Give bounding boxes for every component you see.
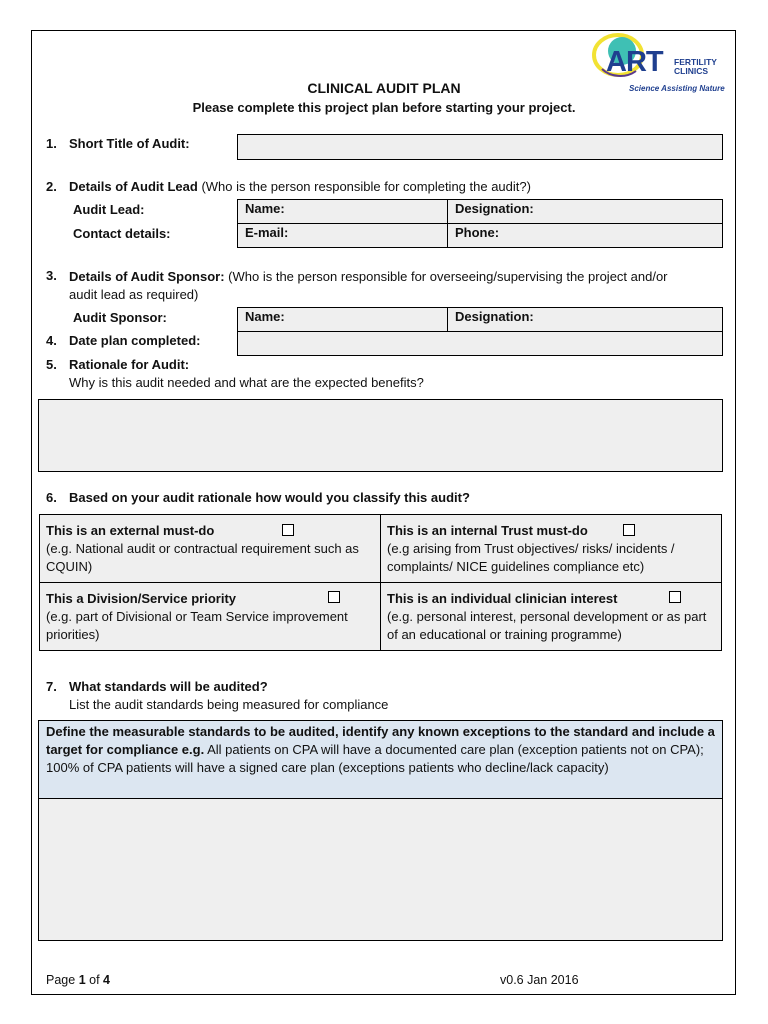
page-title: CLINICAL AUDIT PLAN xyxy=(307,80,461,96)
section-5-number: 5. xyxy=(46,357,57,372)
instruction-bold: Define the measurable standards to be audited, identify any known exceptions to the standard and include a target for compliance e.g. xyxy=(46,724,715,757)
logo-line1: FERTILITY xyxy=(674,57,717,67)
page-current: 1 xyxy=(78,973,86,987)
section-2-label: Details of Audit Lead xyxy=(69,179,198,194)
option-title: This a Division/Service priority xyxy=(46,591,237,606)
option-description: (e.g arising from Trust objectives/ risks/ incidents / complaints/ NICE guidelines compliance etc) xyxy=(387,541,675,574)
section-6-number: 6. xyxy=(46,490,57,505)
section-7-label: What standards will be audited? xyxy=(69,679,268,694)
instruction-normal: All patients on CPA will have a documented care plan (exception patients not on CPA); 100% of CPA patients will have a signed care plan (exceptions patients who decline/lack capacity) xyxy=(46,742,704,775)
option-title: This is an internal Trust must-do xyxy=(387,523,588,538)
section-1-label: Short Title of Audit: xyxy=(69,136,190,151)
audit-lead-designation-field[interactable] xyxy=(447,199,723,224)
short-title-input[interactable] xyxy=(237,134,723,160)
section-3-label: Details of Audit Sponsor: xyxy=(69,269,225,284)
name-label: Name: xyxy=(245,201,285,216)
logo-wordmark: ART xyxy=(606,46,663,78)
version-label: v0.6 Jan 2016 xyxy=(500,973,579,987)
option-division-service-priority[interactable] xyxy=(40,583,381,651)
section-4-label: Date plan completed: xyxy=(69,333,201,348)
section-6-label: Based on your audit rationale how would you classify this audit? xyxy=(69,490,470,505)
page-subtitle: Please complete this project plan before starting your project. xyxy=(192,100,576,115)
checkbox-icon[interactable] xyxy=(669,591,681,603)
phone-label: Phone: xyxy=(455,225,500,240)
option-description: (e.g. part of Divisional or Team Service improvement priorities) xyxy=(46,609,348,642)
section-3-note-line1: (Who is the person responsible for overseeing/supervising the project and/or xyxy=(228,269,668,284)
page-number xyxy=(46,973,110,987)
section-3-line1 xyxy=(69,268,729,286)
section-7-sub: List the audit standards being measured for compliance xyxy=(69,697,389,712)
date-plan-completed-input[interactable] xyxy=(237,331,723,356)
checkbox-icon[interactable] xyxy=(328,591,340,603)
section-2-number: 2. xyxy=(46,179,57,194)
option-description: (e.g. National audit or contractual requirement such as CQUIN) xyxy=(46,541,359,574)
classification-grid xyxy=(39,514,722,651)
audit-sponsor-label: Audit Sponsor: xyxy=(73,310,167,325)
checkbox-icon[interactable] xyxy=(623,524,635,536)
audit-lead-label: Audit Lead: xyxy=(73,202,145,217)
logo-line2: CLINICS xyxy=(674,66,708,76)
standards-instruction-box xyxy=(38,720,723,799)
section-5-label: Rationale for Audit: xyxy=(69,357,190,372)
sponsor-name-label: Name: xyxy=(245,309,285,324)
section-2-heading xyxy=(69,179,531,194)
option-description: (e.g. personal interest, personal development or as part of an educational or training programme) xyxy=(387,609,707,642)
section-5-question: Why is this audit needed and what are the expected benefits? xyxy=(69,375,424,390)
option-title: This is an individual clinician interest xyxy=(387,591,618,606)
section-3-number: 3. xyxy=(46,268,57,283)
audit-lead-phone-field[interactable] xyxy=(447,223,723,248)
logo-subtitle xyxy=(674,58,717,76)
sponsor-designation-field[interactable] xyxy=(447,307,723,332)
option-individual-clinician-interest[interactable] xyxy=(381,583,722,651)
rationale-textarea[interactable] xyxy=(38,399,723,472)
section-3-note-line2: audit lead as required) xyxy=(69,287,199,302)
email-label: E-mail: xyxy=(245,225,289,240)
section-3-heading xyxy=(69,268,729,304)
audit-lead-email-field[interactable] xyxy=(237,223,448,248)
section-2-note: (Who is the person responsible for completing the audit?) xyxy=(201,179,531,194)
checkbox-icon[interactable] xyxy=(282,524,294,536)
page-total: 4 xyxy=(103,973,110,987)
contact-details-label: Contact details: xyxy=(73,226,171,241)
of-word: of xyxy=(89,973,100,987)
section-1-number: 1. xyxy=(46,136,57,151)
sponsor-name-field[interactable] xyxy=(237,307,448,332)
logo-tagline: Science Assisting Nature xyxy=(629,84,725,93)
option-internal-trust-must-do[interactable] xyxy=(381,515,722,583)
page-word: Page xyxy=(46,973,76,987)
sponsor-designation-label: Designation: xyxy=(455,309,534,324)
designation-label: Designation: xyxy=(455,201,534,216)
section-7-number: 7. xyxy=(46,679,57,694)
option-external-must-do[interactable] xyxy=(40,515,381,583)
audit-lead-name-field[interactable] xyxy=(237,199,448,224)
standards-textarea[interactable] xyxy=(38,798,723,941)
section-4-number: 4. xyxy=(46,333,57,348)
option-title: This is an external must-do xyxy=(46,523,215,538)
